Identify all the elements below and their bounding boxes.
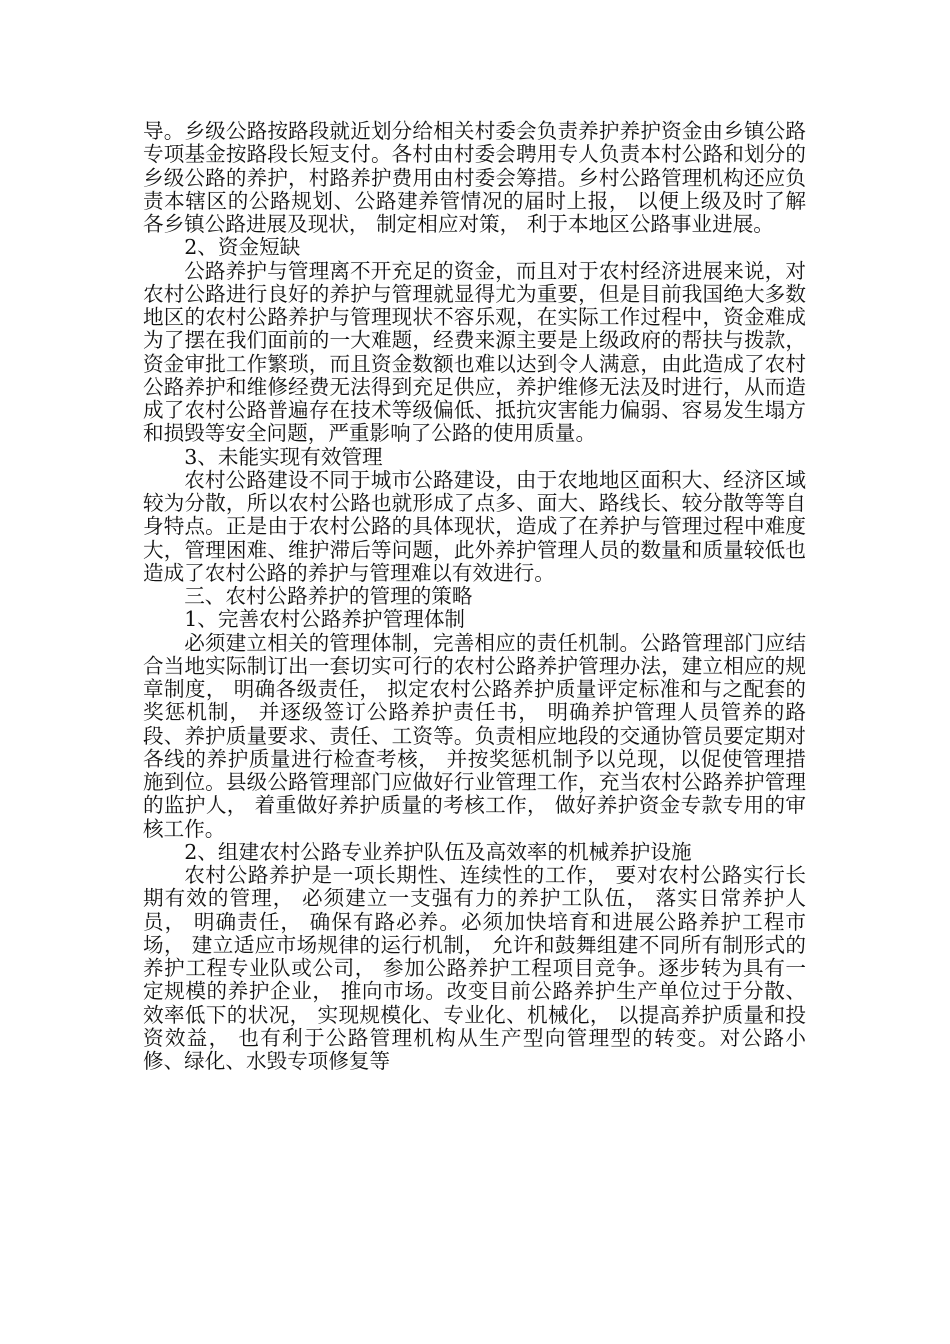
paragraph-continuation: 导。乡级公路按路段就近划分给相关村委会负责养护养护资金由乡镇公路专项基金按路段长短支付。各村由村委会聘用专人负责本村公路和划分的乡级公路的养护，村路养护费用由村委会筹措。乡村公路管理机构还应负责本辖区的公路规划、公路建养管情况的届时上报， 以便上级及时了解各乡镇公路进展及现状， 制定相应对策， 利于本地区公路事业进展。: [143, 119, 806, 236]
paragraph-professional-team: 农村公路养护是一项长期性、连续性的工作， 要对农村公路实行长期有效的管理， 必须建立一支强有力的养护工队伍， 落实日常养护人员， 明确责任， 确保有路必养。必须加快培育和进展公路养护工程市场， 建立适应市场规律的运行机制， 允许和鼓舞组建不同所有制形式的养护工程专业队或公司， 参加公路养护工程项目竞争。逐步转为具有一定规模的养护企业， 推向市场。改变目前公路养护生产单位过于分散、效率低下的状况， 实现规模化、专业化、机械化， 以提高养护质量和投资效益， 也有利于公路管理机构从生产型向管理型的转变。对公路小修、绿化、水毁专项修复等: [143, 863, 806, 1073]
section-heading-ineffective-management: 3、未能实现有效管理: [184, 444, 383, 469]
paragraph-funding-shortage: 公路养护与管理离不开充足的资金，而且对于农村经济进展来说，对农村公路进行良好的养护与管理就显得尤为重要，但是目前我国绝大多数地区的农村公路养护与管理现状不容乐观，在实际工作过程中，资金难成为了摆在我们面前的一大难题，经费来源主要是上级政府的帮扶与拨款，资金审批工作繁琐，而且资金数额也难以达到令人满意，由此造成了农村公路养护和维修经费无法得到充足供应，养护维修无法及时进行，从而造成了农村公路普遍存在技术等级偏低、抵抗灾害能力偏弱、容易发生塌方和损毁等安全问题，严重影响了公路的使用质量。: [143, 258, 806, 446]
section-heading-professional-team: 2、组建农村公路专业养护队伍及高效率的机械养护设施: [184, 839, 692, 864]
document-body: [143, 120, 806, 1073]
section-heading-funding-shortage: 2、资金短缺: [184, 235, 301, 260]
chapter-heading-strategies: 三、农村公路养护的管理的策略: [184, 584, 473, 608]
section-heading-improve-system: 1、完善农村公路养护管理体制: [184, 607, 466, 632]
paragraph-ineffective-management: 农村公路建设不同于城市公路建设，由于农地地区面积大、经济区域较为分散，所以农村公路也就形成了点多、面大、路线长、较分散等等自身特点。正是由于农村公路的具体现状，造成了在养护与管理过程中难度大，管理困难、维护滞后等问题，此外养护管理人员的数量和质量较低也造成了农村公路的养护与管理难以有效进行。: [143, 467, 806, 585]
paragraph-improve-system: 必须建立相关的管理体制，完善相应的责任机制。公路管理部门应结合当地实际制订出一套切实可行的农村公路养护管理办法，建立相应的规章制度， 明确各级责任， 拟定农村公路养护质量评定标准和与之配套的奖惩机制， 并逐级签订公路养护责任书， 明确养护管理人员管养的路段、养护质量要求、责任、工资等。负责相应地段的交通协管员要定期对各线的养护质量进行检查考核， 并按奖惩机制予以兑现，以促使管理措施到位。县级公路管理部门应做好行业管理工作，充当农村公路养护管理的监护人， 着重做好养护质量的考核工作， 做好养护资金专款专用的审核工作。: [143, 630, 806, 841]
